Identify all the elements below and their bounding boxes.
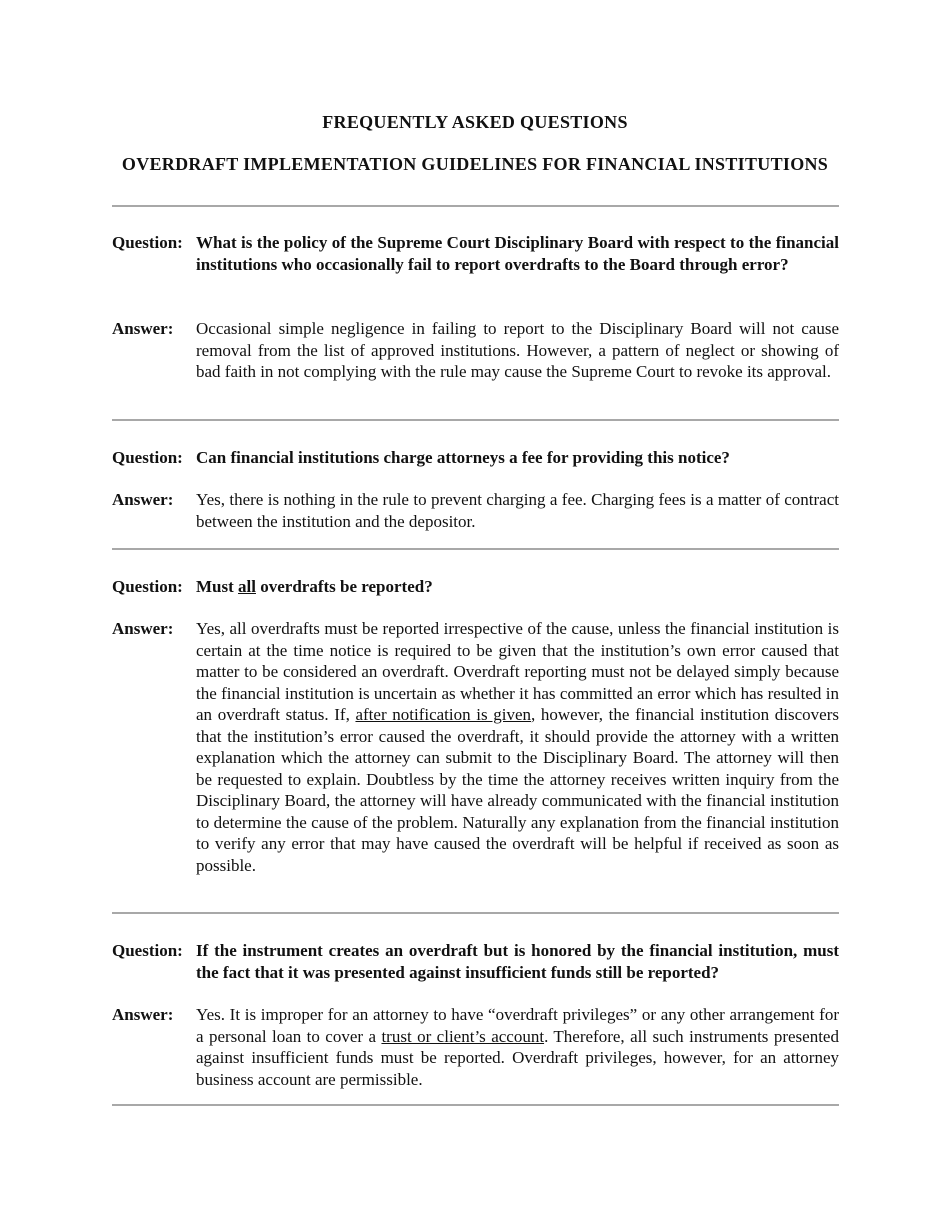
answer-text-end: . Therefore, all such instruments presented against insufficient funds must be reported. Overdraft privileges, however, for an attorney business account are permissible. [196, 1026, 839, 1089]
question-text: If the instrument creates an overdraft but is honored by the financial institution, must the fact that it was presented against insufficient funds still be reported? [196, 941, 839, 982]
answer-label: Answer: [112, 490, 174, 509]
answer-text-end: , however, the financial institution discovers that the institution’s error caused the overdraft, it should provide the attorney with a written explanation which the attorney can submit to the Disciplinary Board. The attorney will then be requested to explain. Doubtless by the time the attorney receives written inquiry from the Disciplinary Board, the attorney will have already communicated with the financial institution to determine the cause of the problem. Naturally any explanation from the financial institution to verify any error that may have caused the overdraft will be helpful if received as soon as possible. [196, 705, 839, 875]
divider [112, 548, 839, 550]
question-text: What is the policy of the Supreme Court Disciplinary Board with respect to the financial institutions who occasionally fail to report overdrafts to the Board through error? [196, 233, 839, 274]
faq-question-1 [112, 232, 839, 275]
question-text-start: Must [196, 577, 239, 596]
faq-question-4 [112, 940, 839, 983]
faq-answer-3 [112, 618, 839, 876]
answer-text-start: Yes, all overdrafts must be reported irrespective of the cause, unless the financial institution is certain at the time notice is required to be given that the institution’s own error caused that matter to be considered an overdraft. Overdraft reporting must not be delayed simply because the financial institution is uncertain as whether it has committed an error which has resulted in an overdraft status. If, [196, 619, 839, 724]
document-title: FREQUENTLY ASKED QUESTIONS [322, 112, 628, 132]
answer-text [196, 1004, 839, 1090]
answer-text: Occasional simple negligence in failing to report to the Disciplinary Board will not cause removal from the list of approved institutions. However, a pattern of neglect or showing of bad faith in not complying with the rule may cause the Supreme Court to revoke its approval. [196, 319, 839, 381]
divider [112, 912, 839, 914]
faq-answer-1 [112, 318, 839, 383]
divider [112, 205, 839, 207]
faq-question-2 [112, 447, 839, 469]
underlined-phrase: after notification is given [355, 705, 532, 724]
question-label: Question: [112, 941, 183, 960]
answer-text [196, 618, 839, 876]
question-label: Question: [112, 448, 183, 467]
question-label: Question: [112, 577, 183, 596]
underlined-phrase: trust or client’s account [381, 1026, 545, 1046]
faq-answer-4 [112, 1004, 839, 1090]
underlined-word: all [238, 577, 256, 596]
answer-label: Answer: [112, 619, 174, 638]
divider [112, 1104, 839, 1106]
document-subtitle: OVERDRAFT IMPLEMENTATION GUIDELINES FOR FINANCIAL INSTITUTIONS [121, 154, 829, 174]
answer-label: Answer: [112, 1005, 174, 1024]
answer-label: Answer: [112, 319, 174, 338]
faq-answer-2 [112, 489, 839, 532]
answer-text-start: Yes. It is improper for an attorney to have “overdraft privileges” or any other arrangement for a personal loan to cover a [196, 1005, 839, 1046]
faq-question-3 [112, 576, 839, 598]
question-text [196, 576, 839, 598]
divider [112, 419, 839, 421]
question-text: Can financial institutions charge attorneys a fee for providing this notice? [196, 448, 730, 467]
question-label: Question: [112, 233, 183, 252]
question-text-end: overdrafts be reported? [255, 577, 433, 596]
answer-text: Yes, there is nothing in the rule to prevent charging a fee. Charging fees is a matter of contract between the institution and the depositor. [196, 490, 839, 531]
